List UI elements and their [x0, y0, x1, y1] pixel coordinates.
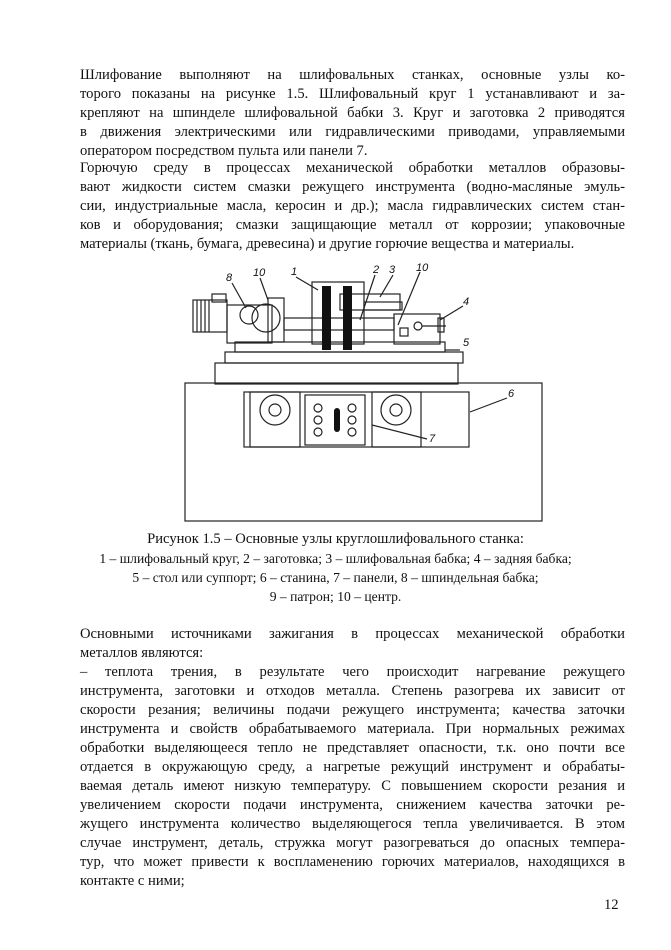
text-line: сии, индустриальные масла, керосин и др.); масла гидравлических систем стан- [80, 198, 625, 214]
label-6: 6 [508, 388, 515, 400]
table-slide [225, 352, 463, 363]
text-line: жущего инструмента количество выделяющегося тепла увеличивается. В этом [80, 816, 625, 832]
text-line: тур, что может привести к воспламенению горючих материалов, находящихся в [80, 854, 625, 870]
page-number: 12 [604, 897, 619, 913]
text-line: в движения электрическими или гидравлическими приводами, управляемыми [80, 124, 625, 140]
text-line: Шлифование выполняют на шлифовальных станках, основные узлы ко- [80, 67, 625, 83]
text-line: оператором посредством пульта или панели 7. [80, 143, 368, 159]
text-line: случае инструмент, деталь, стружка могут разогреваться до опасных темпера- [80, 835, 625, 851]
label-10-right: 10 [416, 262, 429, 274]
text-line: материалы (ткань, бумага, древесина) и другие горючие вещества и материалы. [80, 236, 575, 252]
label-2: 2 [373, 264, 380, 276]
text-line: скорости резания; величины подачи режущего инструмента; качества заточки [80, 702, 625, 718]
caption-title: Рисунок 1.5 – Основные узлы круглошлифовального станка: [147, 531, 524, 547]
text-line: обработки выделяющееся тепло не представляет опасности, т.к. оно почти все [80, 740, 625, 756]
text-line: торого показаны на рисунке 1.5. Шлифовальный круг 1 устанавливают и за- [80, 86, 625, 102]
grinding-wheel [322, 286, 331, 350]
text-line: инструмента, заготовки и отходов металла. Степень разогрева их зависит от [80, 683, 625, 699]
text-line: ваемая деталь имеют низкую температуру. С повышением скорости резания и [80, 778, 625, 794]
label-8: 8 [226, 272, 233, 284]
machine-bed [185, 383, 542, 521]
text-line: вают жидкости систем смазки режущего инструмента (водно-масляные эмуль- [80, 179, 625, 195]
label-4: 4 [463, 296, 470, 308]
text-line: отдается в окружающую среду, а нагретые режущий инструмент и обрабаты- [80, 759, 625, 775]
label-1: 1 [291, 266, 298, 278]
text-line: металлов являются: [80, 645, 204, 661]
workpiece [284, 318, 394, 330]
text-line: контакте с ними; [80, 873, 185, 889]
caption-line: 1 – шлифовальный круг, 2 – заготовка; 3 – шлифовальная бабка; 4 – задняя бабка; [99, 551, 572, 566]
panel-indicator [334, 408, 340, 432]
label-5: 5 [463, 337, 470, 349]
text-line: ков и оборудования; смазки защищающие металл от коррозии; упаковочные [80, 217, 625, 233]
text-line: Горючую среду в процессах механической обработки металлов образовы- [80, 160, 625, 176]
caption-line: 5 – стол или суппорт; 6 – станина, 7 – панели, 8 – шпиндельная бабка; [132, 570, 539, 585]
text-line: инструмента и свойств обрабатываемого материала. При нормальных режимах [80, 721, 625, 737]
figure-caption [60, 530, 611, 606]
table-lower [215, 363, 458, 384]
label-7: 7 [429, 433, 436, 445]
text-line: – теплота трения, в результате чего происходит нагревание режущего [80, 664, 625, 680]
label-10-left: 10 [253, 267, 266, 279]
paragraph-ignition-sources [80, 625, 625, 663]
text-line: Основными источниками зажигания в процессах механической обработки [80, 626, 625, 642]
grinding-head [312, 282, 364, 344]
caption-line: 9 – патрон; 10 – центр. [269, 589, 402, 604]
paragraph-friction-heat [80, 663, 625, 891]
text-line: увеличением скорости подачи инструмента, снижением качества заточки ре- [80, 797, 625, 813]
text-line: крепляют на шпинделе шлифовальной бабки 3. Круг и заготовка 2 приводятся [80, 105, 625, 121]
label-3: 3 [389, 264, 396, 276]
motor [193, 300, 227, 332]
